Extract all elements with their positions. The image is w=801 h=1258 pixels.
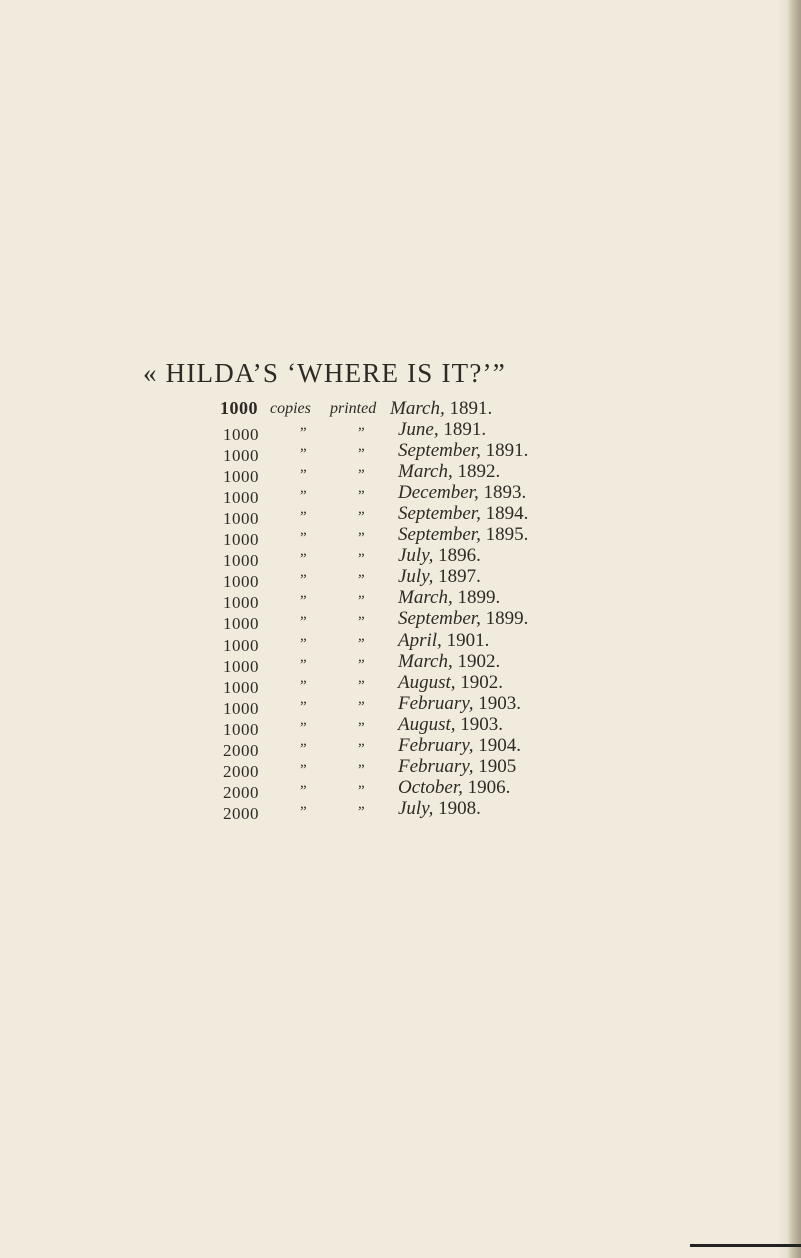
copy-count: 1000 bbox=[223, 488, 259, 508]
print-month: February, bbox=[398, 692, 474, 714]
print-date bbox=[398, 524, 528, 545]
printing-row bbox=[220, 503, 640, 529]
copies-label: copies bbox=[270, 400, 311, 417]
print-date bbox=[398, 651, 500, 672]
print-month: September, bbox=[398, 524, 481, 546]
print-year: 1903. bbox=[478, 692, 521, 714]
copy-count: 1000 bbox=[223, 551, 259, 571]
ditto-mark-copies: ” bbox=[300, 509, 307, 526]
printing-row bbox=[220, 566, 640, 592]
print-date bbox=[398, 440, 528, 461]
page-edge bbox=[787, 0, 801, 1258]
print-date bbox=[398, 545, 481, 566]
ditto-mark-copies: ” bbox=[300, 488, 307, 505]
ditto-mark-copies: ” bbox=[300, 740, 307, 757]
copy-count: 1000 bbox=[223, 635, 259, 655]
copy-count: 2000 bbox=[223, 761, 259, 781]
ditto-mark-printed: ” bbox=[358, 635, 365, 652]
ditto-mark-printed: ” bbox=[358, 656, 365, 673]
printing-row bbox=[220, 524, 640, 550]
print-date bbox=[398, 566, 481, 587]
print-month: August, bbox=[398, 713, 456, 735]
printing-row bbox=[220, 671, 640, 697]
print-month: February, bbox=[398, 734, 474, 756]
copy-count: 1000 bbox=[223, 677, 259, 697]
copy-count: 1000 bbox=[223, 698, 259, 718]
print-year: 1894. bbox=[485, 503, 529, 525]
copy-count: 1000 bbox=[223, 719, 259, 739]
copy-count: 1000 bbox=[223, 572, 259, 592]
print-month: July, bbox=[398, 545, 434, 567]
ditto-mark-printed: ” bbox=[358, 677, 365, 694]
print-date bbox=[398, 735, 521, 756]
print-month: September, bbox=[398, 440, 481, 462]
printing-row bbox=[220, 419, 640, 445]
printing-row bbox=[220, 797, 640, 823]
print-year: 1902. bbox=[460, 671, 504, 693]
print-month: April, bbox=[398, 629, 442, 651]
bottom-rule bbox=[690, 1244, 801, 1247]
print-date bbox=[398, 693, 521, 714]
print-month: September, bbox=[398, 503, 481, 525]
ditto-mark-copies: ” bbox=[300, 635, 307, 652]
ditto-mark-printed: ” bbox=[358, 614, 365, 631]
ditto-mark-copies: ” bbox=[300, 467, 307, 484]
print-date bbox=[398, 608, 528, 629]
print-month: October, bbox=[398, 776, 463, 798]
ditto-mark-copies: ” bbox=[300, 719, 307, 736]
print-date bbox=[398, 461, 500, 482]
printing-row bbox=[220, 650, 640, 676]
print-date bbox=[398, 587, 500, 608]
copy-count: 2000 bbox=[223, 740, 259, 760]
ditto-mark-copies: ” bbox=[300, 593, 307, 610]
ditto-mark-copies: ” bbox=[300, 446, 307, 463]
print-year: 1897. bbox=[438, 566, 481, 588]
ditto-mark-printed: ” bbox=[358, 446, 365, 463]
ditto-mark-printed: ” bbox=[358, 509, 365, 526]
print-month: March, bbox=[390, 398, 445, 419]
copy-count: 1000 bbox=[223, 425, 259, 445]
ditto-mark-printed: ” bbox=[358, 530, 365, 547]
copy-count: 1000 bbox=[223, 467, 259, 487]
printing-row bbox=[220, 713, 640, 739]
copy-count: 1000 bbox=[223, 530, 259, 550]
printing-row bbox=[220, 692, 640, 718]
copy-count: 2000 bbox=[223, 803, 259, 823]
printing-row bbox=[220, 734, 640, 760]
printing-row bbox=[220, 587, 640, 613]
ditto-mark-copies: ” bbox=[300, 572, 307, 589]
ditto-mark-printed: ” bbox=[358, 593, 365, 610]
printing-row bbox=[220, 608, 640, 634]
ditto-mark-copies: ” bbox=[300, 656, 307, 673]
print-year: 1904. bbox=[478, 734, 521, 756]
copy-count: 1000 bbox=[220, 398, 258, 418]
print-year: 1901. bbox=[446, 629, 490, 651]
print-date bbox=[398, 630, 489, 651]
ditto-mark-copies: ” bbox=[300, 803, 307, 820]
printing-row bbox=[220, 461, 640, 487]
print-year: 1902. bbox=[457, 650, 501, 672]
ditto-mark-printed: ” bbox=[358, 698, 365, 715]
print-date bbox=[398, 798, 481, 819]
copy-count: 1000 bbox=[223, 656, 259, 676]
print-year: 1903. bbox=[460, 713, 504, 735]
ditto-mark-copies: ” bbox=[300, 614, 307, 631]
print-month: March, bbox=[398, 587, 453, 609]
printing-row bbox=[220, 776, 640, 802]
ditto-mark-printed: ” bbox=[358, 488, 365, 505]
print-year: 1893. bbox=[483, 482, 527, 504]
printing-row bbox=[220, 545, 640, 571]
ditto-mark-copies: ” bbox=[300, 782, 307, 799]
printing-row bbox=[220, 482, 640, 508]
page-edge-shadow bbox=[777, 0, 787, 1258]
print-month: June, bbox=[398, 419, 439, 441]
print-year: 1908. bbox=[438, 797, 481, 819]
copy-count: 1000 bbox=[223, 614, 259, 634]
copy-count: 1000 bbox=[223, 446, 259, 466]
print-date bbox=[398, 756, 516, 777]
print-year: 1899. bbox=[457, 587, 501, 609]
ditto-mark-copies: ” bbox=[300, 530, 307, 547]
printing-list bbox=[220, 398, 640, 823]
print-date bbox=[398, 777, 510, 798]
print-month: July, bbox=[398, 797, 434, 819]
ditto-mark-copies: ” bbox=[300, 425, 307, 442]
print-year: 1891. bbox=[443, 419, 487, 441]
print-year: 1891. bbox=[485, 440, 529, 462]
print-year: 1891. bbox=[449, 398, 493, 419]
copy-count: 1000 bbox=[223, 509, 259, 529]
print-date bbox=[398, 503, 528, 524]
printing-row bbox=[220, 629, 640, 655]
printing-row bbox=[220, 755, 640, 781]
ditto-mark-copies: ” bbox=[300, 551, 307, 568]
print-month: December, bbox=[398, 482, 479, 504]
print-year: 1895. bbox=[485, 524, 529, 546]
ditto-mark-printed: ” bbox=[358, 551, 365, 568]
ditto-mark-copies: ” bbox=[300, 761, 307, 778]
print-date bbox=[398, 482, 526, 503]
copy-count: 1000 bbox=[223, 593, 259, 613]
print-month: August, bbox=[398, 671, 456, 693]
copy-count: 2000 bbox=[223, 782, 259, 802]
ditto-mark-printed: ” bbox=[358, 572, 365, 589]
print-date bbox=[398, 714, 503, 735]
ditto-mark-printed: ” bbox=[358, 740, 365, 757]
page-title: « HILDA’S ‘WHERE IS IT?’” bbox=[143, 358, 506, 389]
print-date bbox=[390, 398, 492, 419]
print-month: September, bbox=[398, 608, 481, 630]
ditto-mark-printed: ” bbox=[358, 761, 365, 778]
ditto-mark-printed: ” bbox=[358, 467, 365, 484]
ditto-mark-printed: ” bbox=[358, 782, 365, 799]
print-month: March, bbox=[398, 461, 453, 483]
printed-label: printed bbox=[330, 400, 377, 417]
ditto-mark-copies: ” bbox=[300, 698, 307, 715]
print-month: March, bbox=[398, 650, 453, 672]
print-date bbox=[398, 419, 486, 440]
print-year: 1906. bbox=[467, 776, 511, 798]
ditto-mark-printed: ” bbox=[358, 719, 365, 736]
printing-row bbox=[220, 440, 640, 466]
ditto-mark-printed: ” bbox=[358, 425, 365, 442]
ditto-mark-copies: ” bbox=[300, 677, 307, 694]
print-year: 1896. bbox=[438, 545, 481, 567]
print-month: February, bbox=[398, 755, 474, 777]
print-year: 1905 bbox=[478, 755, 517, 777]
print-date bbox=[398, 672, 503, 693]
ditto-mark-printed: ” bbox=[358, 803, 365, 820]
print-year: 1899. bbox=[485, 608, 529, 630]
printing-row bbox=[220, 398, 640, 419]
print-year: 1892. bbox=[457, 461, 501, 483]
print-month: July, bbox=[398, 566, 434, 588]
